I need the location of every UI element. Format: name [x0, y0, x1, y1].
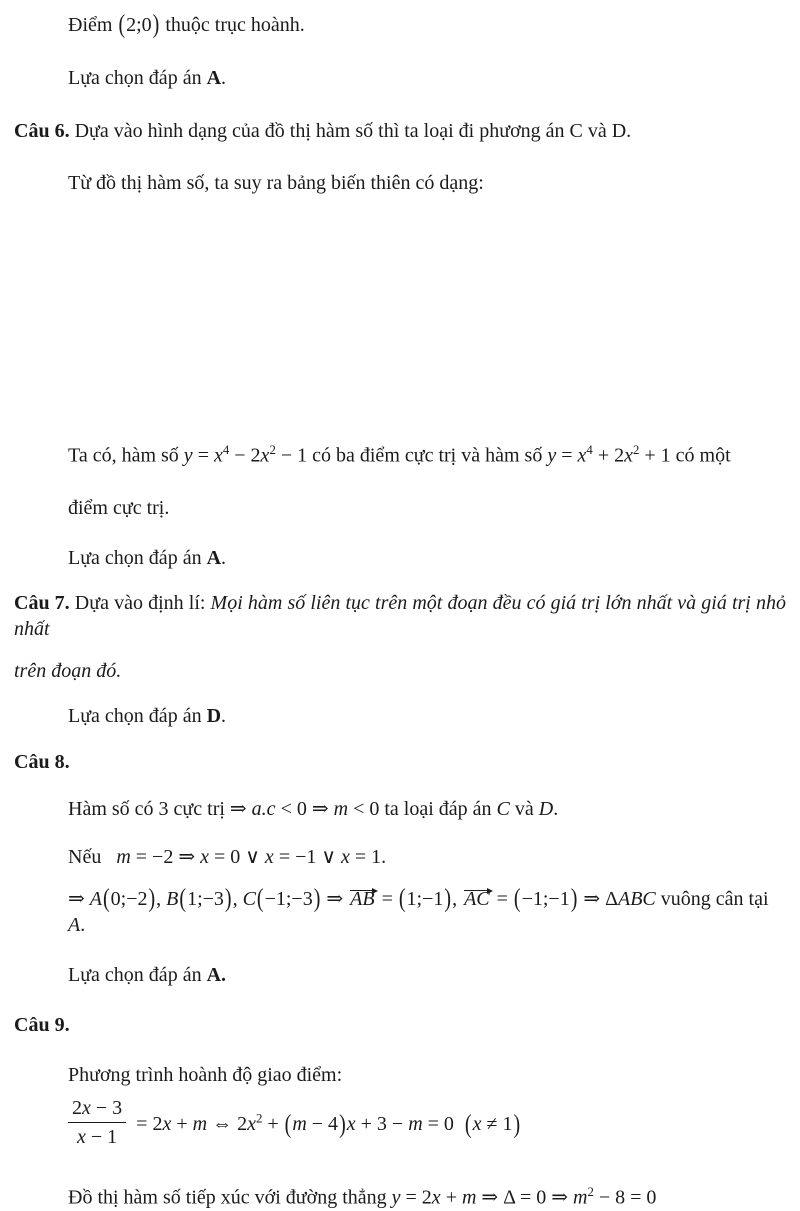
- text-segment: Ta có, hàm số: [68, 444, 184, 467]
- text-segment: Lựa chọn đáp án: [68, 964, 207, 987]
- text-segment: ABC: [618, 888, 656, 911]
- variation-table-placeholder: [14, 196, 786, 437]
- text-segment: ): [313, 884, 321, 914]
- fraction: [68, 1096, 126, 1149]
- text-segment: y: [547, 444, 557, 467]
- text-segment: − 4: [306, 1113, 339, 1136]
- text-segment: = 1.: [349, 846, 387, 869]
- text-segment: ≠ 1: [481, 1113, 513, 1136]
- text-segment: .: [80, 914, 86, 937]
- text-segment: ,: [156, 888, 167, 911]
- text-segment: x: [341, 846, 350, 869]
- text-segment: m: [333, 798, 349, 821]
- text-segment: =: [556, 444, 578, 467]
- text-segment: ): [148, 884, 156, 914]
- text-segment: = 2: [400, 1186, 432, 1209]
- text-segment: − 1: [275, 444, 308, 467]
- text-segment: y: [183, 444, 193, 467]
- text-segment: .: [221, 67, 227, 89]
- text-segment: 4: [586, 443, 593, 457]
- text-segment: AC: [464, 888, 490, 911]
- text-segment: Câu 6.: [14, 120, 70, 142]
- text-segment: D: [538, 798, 554, 821]
- text-segment: y: [391, 1186, 401, 1209]
- text-segment: ): [570, 884, 578, 914]
- text-segment: và: [509, 798, 539, 821]
- text-segment: ): [444, 884, 452, 914]
- text-segment: Dựa vào hình dạng của đồ thị hàm số thì ta loại đi phương án C và D.: [69, 120, 632, 142]
- text-segment: ⇒: [68, 888, 90, 911]
- q6-heading: [14, 118, 786, 144]
- text-segment: (: [513, 884, 521, 914]
- text-segment: m: [116, 846, 131, 869]
- text-segment: có một: [670, 444, 731, 467]
- q6-analysis-line2: điểm cực trị.: [68, 497, 170, 520]
- text-segment: 1;−3: [187, 888, 224, 911]
- text-segment: thuộc trục hoành.: [160, 14, 305, 36]
- text-segment: a.c: [251, 798, 276, 821]
- text-segment: ): [224, 884, 232, 914]
- text-segment: Nếu: [68, 846, 117, 869]
- q9-conclusion: [68, 1179, 786, 1210]
- text-segment: (: [256, 884, 264, 914]
- text-segment: = −1 ∨: [273, 846, 342, 869]
- text-segment: Lựa chọn đáp án: [68, 547, 207, 570]
- text-segment: x: [200, 846, 209, 869]
- text-segment: AB: [350, 888, 375, 911]
- text-segment: Lựa chọn đáp án: [68, 67, 207, 89]
- text-segment: C: [242, 888, 256, 911]
- text-segment: (: [398, 884, 406, 914]
- q9-heading: Câu 9.: [14, 1014, 70, 1037]
- text-segment: =: [376, 888, 398, 911]
- text-segment: A: [206, 964, 222, 987]
- text-segment: .: [221, 705, 227, 728]
- text-segment: có ba điểm cực trị và hàm số: [307, 444, 548, 467]
- text-segment: + 2: [592, 444, 625, 467]
- text-segment: m: [461, 1186, 477, 1209]
- text-segment: m: [292, 1113, 307, 1136]
- text-segment: .: [553, 798, 559, 821]
- text-segment: D: [206, 705, 222, 728]
- text-segment: = 0 ∨: [209, 846, 265, 869]
- q5-point-line: [68, 12, 786, 38]
- text-segment: =: [491, 888, 513, 911]
- text-segment: −1;−3: [264, 888, 313, 911]
- text-segment: Lựa chọn đáp án: [68, 705, 207, 728]
- text-segment: x: [247, 1113, 256, 1136]
- text-segment: Đồ thị hàm số tiếp xúc với đường thẳng: [68, 1186, 392, 1209]
- text-segment: x: [77, 1126, 86, 1149]
- text-segment: 2: [269, 443, 276, 457]
- text-segment: < 0 ⇒: [275, 798, 334, 821]
- text-segment: .: [221, 964, 227, 987]
- text-segment: m: [408, 1113, 423, 1136]
- q8-step3: [68, 886, 786, 938]
- text-segment: vuông cân tại: [655, 888, 774, 911]
- text-segment: A: [89, 888, 102, 911]
- text-segment: = 2: [131, 1113, 163, 1136]
- text-segment: ): [152, 10, 160, 40]
- text-segment: ⇒ Δ = 0 ⇒: [476, 1186, 573, 1209]
- text-segment: x: [624, 444, 633, 467]
- text-segment: 2;0: [126, 14, 152, 36]
- q7-heading: [14, 590, 791, 642]
- q9-intro: Phương trình hoành độ giao điểm:: [68, 1064, 343, 1087]
- text-segment: 2: [632, 443, 640, 457]
- text-segment: +: [440, 1186, 462, 1209]
- text-segment: .: [221, 547, 227, 570]
- text-segment: =: [192, 444, 214, 467]
- text-segment: − 8 = 0: [593, 1186, 657, 1209]
- q8-step2: [68, 844, 786, 870]
- text-segment: 4: [222, 443, 230, 457]
- q8-heading: Câu 8.: [14, 751, 70, 774]
- text-segment: + 1: [639, 444, 671, 467]
- text-segment: 1;−1: [406, 888, 444, 911]
- text-segment: − 3: [90, 1097, 123, 1120]
- text-segment: A: [206, 67, 222, 89]
- text-segment: 0;−2: [110, 888, 148, 911]
- text-segment: − 2: [229, 444, 261, 467]
- text-segment: Điểm: [68, 14, 118, 36]
- text-segment: ,: [452, 888, 463, 911]
- text-segment: (: [118, 10, 126, 40]
- text-segment: (: [179, 884, 187, 914]
- text-segment: x: [431, 1186, 441, 1209]
- text-segment: ): [513, 1109, 521, 1139]
- q7-theorem-tail: trên đoạn đó.: [14, 660, 122, 683]
- q7-answer-line: [68, 703, 786, 729]
- text-segment: x: [472, 1113, 482, 1136]
- text-segment: (: [102, 884, 110, 914]
- text-segment: x: [346, 1113, 356, 1136]
- text-segment: 2: [255, 1112, 263, 1127]
- text-segment: A: [68, 914, 81, 937]
- text-segment: = −2 ⇒: [130, 846, 201, 869]
- text-segment: m: [192, 1113, 208, 1136]
- q8-step1: [68, 796, 786, 822]
- text-segment: = 0: [422, 1113, 464, 1136]
- text-segment: A: [206, 547, 222, 570]
- text-segment: m: [572, 1186, 588, 1209]
- text-segment: ): [339, 1109, 346, 1139]
- q6-analysis-line1: [68, 437, 786, 468]
- text-segment: < 0 ta loại đáp án: [348, 798, 497, 821]
- q8-answer-line: [68, 962, 786, 988]
- text-segment: + 3 −: [355, 1113, 409, 1136]
- text-segment: C: [496, 798, 510, 821]
- text-segment: +: [171, 1113, 193, 1136]
- q9-equation: [68, 1099, 786, 1152]
- text-segment: +: [262, 1113, 284, 1136]
- text-segment: Hàm số có 3 cực trị ⇒: [68, 798, 252, 821]
- text-segment: ⇒: [321, 888, 349, 911]
- text-segment: x: [264, 846, 274, 869]
- q6-answer-line: [68, 545, 786, 571]
- text-segment: Dựa vào định lí:: [69, 592, 211, 615]
- text-segment: − 1: [85, 1126, 118, 1149]
- text-segment: Câu 7.: [14, 592, 70, 615]
- text-segment: 2: [587, 1185, 594, 1200]
- text-segment: (: [464, 1109, 472, 1139]
- text-segment: −1;−1: [521, 888, 570, 911]
- text-segment: ,: [232, 888, 243, 911]
- text-segment: (: [284, 1109, 292, 1139]
- text-segment: B: [166, 888, 179, 911]
- text-segment: x: [577, 444, 587, 467]
- text-segment: Mọi hàm số liên tục trên một đoạn đều có giá trị lớn nhất và giá trị nhỏ nhất: [14, 592, 791, 641]
- text-segment: x: [162, 1113, 172, 1136]
- q5-answer-line: [68, 65, 786, 91]
- text-segment: 2: [72, 1097, 82, 1120]
- text-segment: x: [213, 444, 223, 467]
- text-segment: ⇒ Δ: [578, 888, 618, 911]
- text-segment: x: [82, 1097, 91, 1120]
- q6-intro: Từ đồ thị hàm số, ta suy ra bảng biến thiên có dạng:: [68, 172, 484, 194]
- text-segment: x: [260, 444, 270, 467]
- text-segment: ⇔ 2: [207, 1113, 248, 1136]
